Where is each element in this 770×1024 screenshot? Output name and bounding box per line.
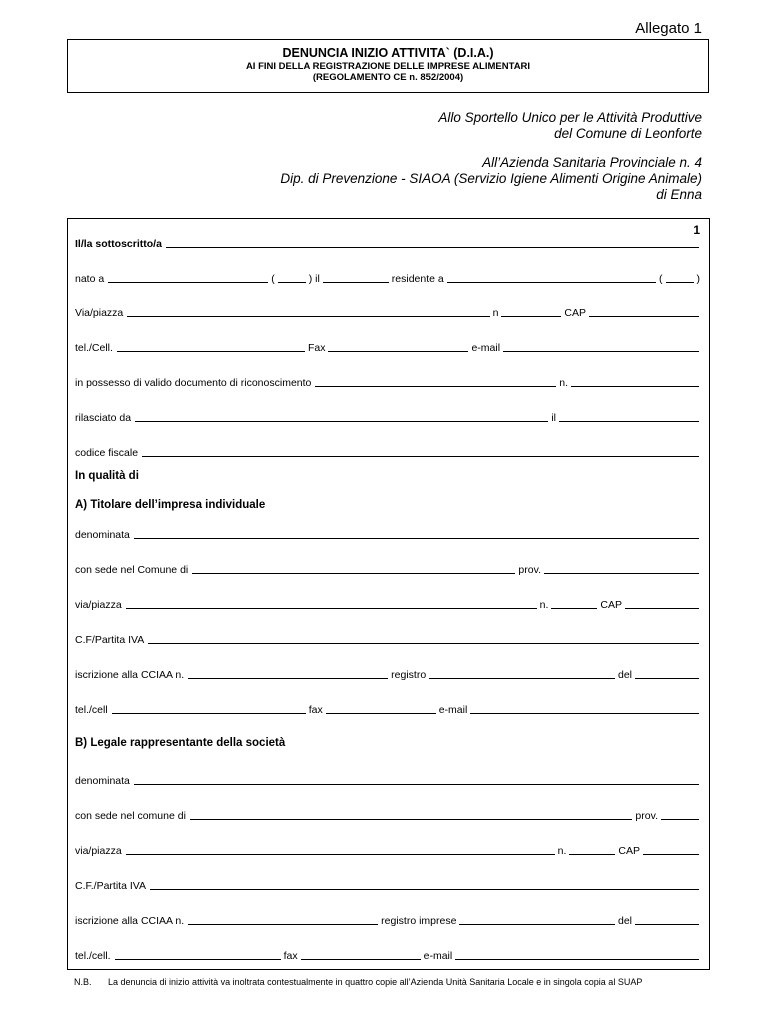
- label-b-cap: CAP: [618, 845, 640, 857]
- document-title: DENUNCIA INIZIO ATTIVITA` (D.I.A.): [282, 46, 494, 60]
- row-documento: [75, 375, 701, 389]
- field-data-rilascio[interactable]: [559, 421, 699, 422]
- field-codice-fiscale[interactable]: [142, 456, 699, 457]
- field-a-registro[interactable]: [429, 678, 615, 679]
- row-a-cciaa: [75, 667, 701, 681]
- label-email: e-mail: [471, 342, 501, 354]
- document-subtitle: AI FINI DELLA REGISTRAZIONE DELLE IMPRESE ALIMENTARI: [245, 61, 531, 72]
- label-a-tel-cell: tel./cell: [75, 704, 108, 716]
- row-nascita: [75, 271, 701, 285]
- label-residente-a: residente a: [391, 273, 444, 285]
- label-tel-cell: tel./Cell.: [75, 342, 113, 354]
- label-a-con-sede: con sede nel Comune di: [75, 564, 189, 576]
- footnote: [74, 976, 706, 988]
- label-open-paren: (: [271, 273, 275, 285]
- field-b-comune[interactable]: [190, 819, 633, 820]
- field-a-email[interactable]: [470, 713, 699, 714]
- row-a-contatti: [75, 702, 701, 716]
- addressee-line: di Enna: [656, 187, 702, 202]
- field-tel-cell[interactable]: [117, 351, 305, 352]
- label-b-tel-cell: tel./cell.: [75, 950, 111, 962]
- label-b-numero: n.: [557, 845, 567, 857]
- field-provincia-nascita[interactable]: [278, 282, 306, 283]
- attachment-label: Allegato 1: [635, 20, 702, 37]
- label-a-email: e-mail: [438, 704, 468, 716]
- field-a-del[interactable]: [635, 678, 699, 679]
- field-a-via-piazza[interactable]: [126, 608, 537, 609]
- label-b-denominata: denominata: [75, 775, 130, 787]
- field-b-prov[interactable]: [661, 819, 699, 820]
- label-a-iscrizione: iscrizione alla CCIAA n.: [75, 669, 185, 681]
- label-b-fax: fax: [283, 950, 298, 962]
- label-nato-a: nato a: [75, 273, 105, 285]
- label-a-registro: registro: [391, 669, 427, 681]
- regulation-reference: (REGOLAMENTO CE n. 852/2004): [312, 72, 464, 83]
- label-b-via-piazza: via/piazza: [75, 845, 122, 857]
- field-a-prov[interactable]: [544, 573, 699, 574]
- footnote-key: N.B.: [74, 977, 92, 987]
- field-cap[interactable]: [589, 316, 699, 317]
- addressee-suap: [438, 110, 702, 142]
- addressee-asp: [280, 155, 702, 203]
- row-indirizzo: [75, 305, 701, 319]
- label-numero: n: [492, 307, 499, 319]
- field-sottoscritto[interactable]: [166, 247, 699, 248]
- field-a-denominata[interactable]: [134, 538, 699, 539]
- row-b-cf: [75, 878, 701, 892]
- field-numero-civico[interactable]: [501, 316, 561, 317]
- section-a-title: A) Titolare dell’impresa individuale: [75, 499, 266, 511]
- row-a-indirizzo: [75, 597, 701, 611]
- heading-in-qualita: In qualità di: [75, 470, 139, 482]
- label-documento: in possesso di valido documento di riconoscimento: [75, 377, 312, 389]
- row-contatti: [75, 340, 701, 354]
- label-b-del: del: [617, 915, 632, 927]
- section-b-title: B) Legale rappresentante della società: [75, 737, 286, 749]
- field-residente-a[interactable]: [447, 282, 656, 283]
- row-a-cf: [75, 632, 701, 646]
- row-sottoscritto: [75, 236, 701, 250]
- declaration-form: [67, 218, 710, 970]
- label-b-con-sede: con sede nel comune di: [75, 810, 186, 822]
- label-cap: CAP: [564, 307, 586, 319]
- field-a-fax[interactable]: [326, 713, 436, 714]
- label-a-via-piazza: via/piazza: [75, 599, 122, 611]
- field-provincia-residenza[interactable]: [666, 282, 694, 283]
- addressee-line: All’Azienda Sanitaria Provinciale n. 4: [482, 155, 702, 170]
- label-a-prov: prov.: [518, 564, 541, 576]
- row-b-denominata: [75, 773, 701, 787]
- field-b-numero[interactable]: [569, 854, 615, 855]
- field-b-cap[interactable]: [643, 854, 699, 855]
- label-close-paren: ): [696, 273, 700, 285]
- label-a-fax: fax: [308, 704, 323, 716]
- footnote-text: La denuncia di inizio attività va inoltrata contestualmente in quattro copie all’Azienda Unità Sanitaria Locale e in singola copia al SUAP: [108, 977, 643, 987]
- row-rilascio: [75, 410, 701, 424]
- row-b-indirizzo: [75, 843, 701, 857]
- label-via-piazza: Via/piazza: [75, 307, 124, 319]
- document-header: [67, 39, 709, 93]
- label-a-cf-piva: C.F/Partita IVA: [75, 634, 145, 646]
- row-b-sede: [75, 808, 701, 822]
- field-a-tel-cell[interactable]: [112, 713, 306, 714]
- field-a-numero[interactable]: [551, 608, 597, 609]
- page-number: 1: [693, 223, 700, 237]
- field-fax[interactable]: [328, 351, 468, 352]
- label-b-prov: prov.: [635, 810, 658, 822]
- field-b-fax[interactable]: [301, 959, 421, 960]
- label-data-rilascio: il: [551, 412, 556, 424]
- label-a-denominata: denominata: [75, 529, 130, 541]
- field-rilasciato-da[interactable]: [135, 421, 548, 422]
- field-b-cf-piva[interactable]: [150, 889, 699, 890]
- field-b-cciaa-numero[interactable]: [188, 924, 378, 925]
- field-a-cf-piva[interactable]: [148, 643, 699, 644]
- label-rilasciato-da: rilasciato da: [75, 412, 132, 424]
- label-b-cf-piva: C.F./Partita IVA: [75, 880, 146, 892]
- addressee-line: Dip. di Prevenzione - SIAOA (Servizio Igiene Alimenti Origine Animale): [280, 171, 702, 186]
- field-via-piazza[interactable]: [127, 316, 489, 317]
- label-il: ) il: [308, 273, 320, 285]
- label-b-email: e-mail: [423, 950, 453, 962]
- field-nato-a[interactable]: [108, 282, 268, 283]
- label-open-paren: (: [659, 273, 663, 285]
- row-codice-fiscale: [75, 445, 701, 459]
- field-b-del[interactable]: [635, 924, 699, 925]
- label-fax: Fax: [307, 342, 326, 354]
- row-b-cciaa: [75, 913, 701, 927]
- label-a-cap: CAP: [600, 599, 622, 611]
- field-data-nascita[interactable]: [323, 282, 389, 283]
- label-numero-documento: n.: [559, 377, 568, 389]
- addressee-line: del Comune di Leonforte: [554, 126, 702, 141]
- label-a-del: del: [617, 669, 632, 681]
- field-documento[interactable]: [315, 386, 556, 387]
- field-a-cciaa-numero[interactable]: [188, 678, 388, 679]
- field-numero-documento[interactable]: [571, 386, 699, 387]
- field-b-via-piazza[interactable]: [126, 854, 555, 855]
- label-sottoscritto: Il/la sottoscritto/a: [75, 238, 162, 250]
- addressee-line: Allo Sportello Unico per le Attività Produttive: [438, 110, 702, 125]
- row-a-sede: [75, 562, 701, 576]
- row-a-denominata: [75, 527, 701, 541]
- field-a-comune[interactable]: [192, 573, 515, 574]
- field-email[interactable]: [503, 351, 699, 352]
- row-b-contatti: [75, 948, 701, 962]
- field-b-tel-cell[interactable]: [115, 959, 281, 960]
- label-a-numero: n.: [539, 599, 549, 611]
- label-b-registro: registro imprese: [381, 915, 457, 927]
- field-a-cap[interactable]: [625, 608, 699, 609]
- field-b-denominata[interactable]: [134, 784, 699, 785]
- field-b-email[interactable]: [455, 959, 699, 960]
- label-b-iscrizione: iscrizione alla CCIAA n.: [75, 915, 185, 927]
- label-codice-fiscale: codice fiscale: [75, 447, 139, 459]
- field-b-registro[interactable]: [459, 924, 615, 925]
